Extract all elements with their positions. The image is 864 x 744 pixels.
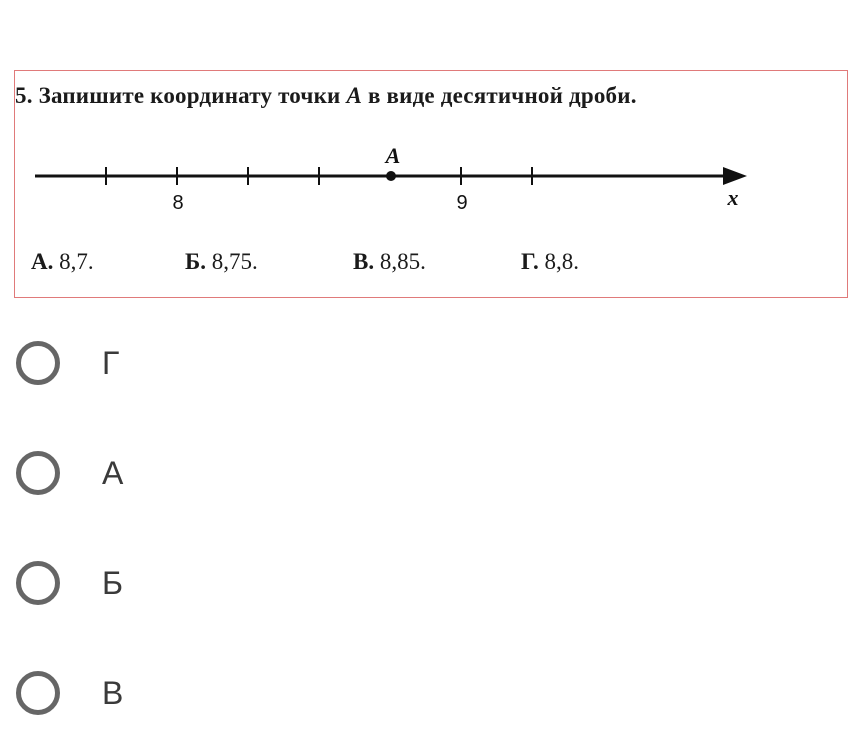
choice-g-letter: Г. <box>521 249 539 274</box>
radio-button[interactable] <box>16 341 60 385</box>
point-a-dot <box>386 171 396 181</box>
answer-option-b[interactable] <box>14 561 314 617</box>
answer-option-label: Г <box>102 345 120 381</box>
answer-option-g[interactable] <box>14 341 314 397</box>
choice-v <box>353 249 426 275</box>
axis-label-x: x <box>727 185 739 210</box>
answer-option-label: Б <box>102 565 123 601</box>
choice-a <box>31 249 94 275</box>
question-point-letter: A <box>346 83 362 108</box>
answer-choices <box>15 249 848 279</box>
tick-label-8: 8 <box>172 192 184 214</box>
choice-v-value: 8,85. <box>379 249 426 274</box>
answer-option-v[interactable] <box>14 671 314 727</box>
radio-button[interactable] <box>16 561 60 605</box>
question-text-after: в виде десятичной дроби. <box>367 83 637 108</box>
choice-g <box>521 249 579 275</box>
choice-b-value: 8,75. <box>211 249 258 274</box>
choice-b <box>185 249 258 275</box>
tick-label-9: 9 <box>456 192 468 214</box>
point-a-label: A <box>385 143 401 168</box>
question-image <box>14 70 848 298</box>
choice-b-letter: Б. <box>185 249 206 274</box>
number-line-arrow <box>723 167 747 185</box>
choice-g-value: 8,8. <box>544 249 580 274</box>
question-number: 5 <box>15 83 27 108</box>
choice-a-value: 8,7. <box>59 249 94 274</box>
choice-v-letter: В. <box>353 249 375 274</box>
answer-option-label: В <box>102 675 124 711</box>
radio-button[interactable] <box>16 451 60 495</box>
choice-a-letter: А. <box>31 249 54 274</box>
question-text-before: Запишите координату точки <box>38 83 341 108</box>
answer-option-label: А <box>102 455 124 491</box>
radio-button[interactable] <box>16 671 60 715</box>
answer-option-a[interactable] <box>14 451 314 507</box>
question-dot: . <box>26 83 33 108</box>
